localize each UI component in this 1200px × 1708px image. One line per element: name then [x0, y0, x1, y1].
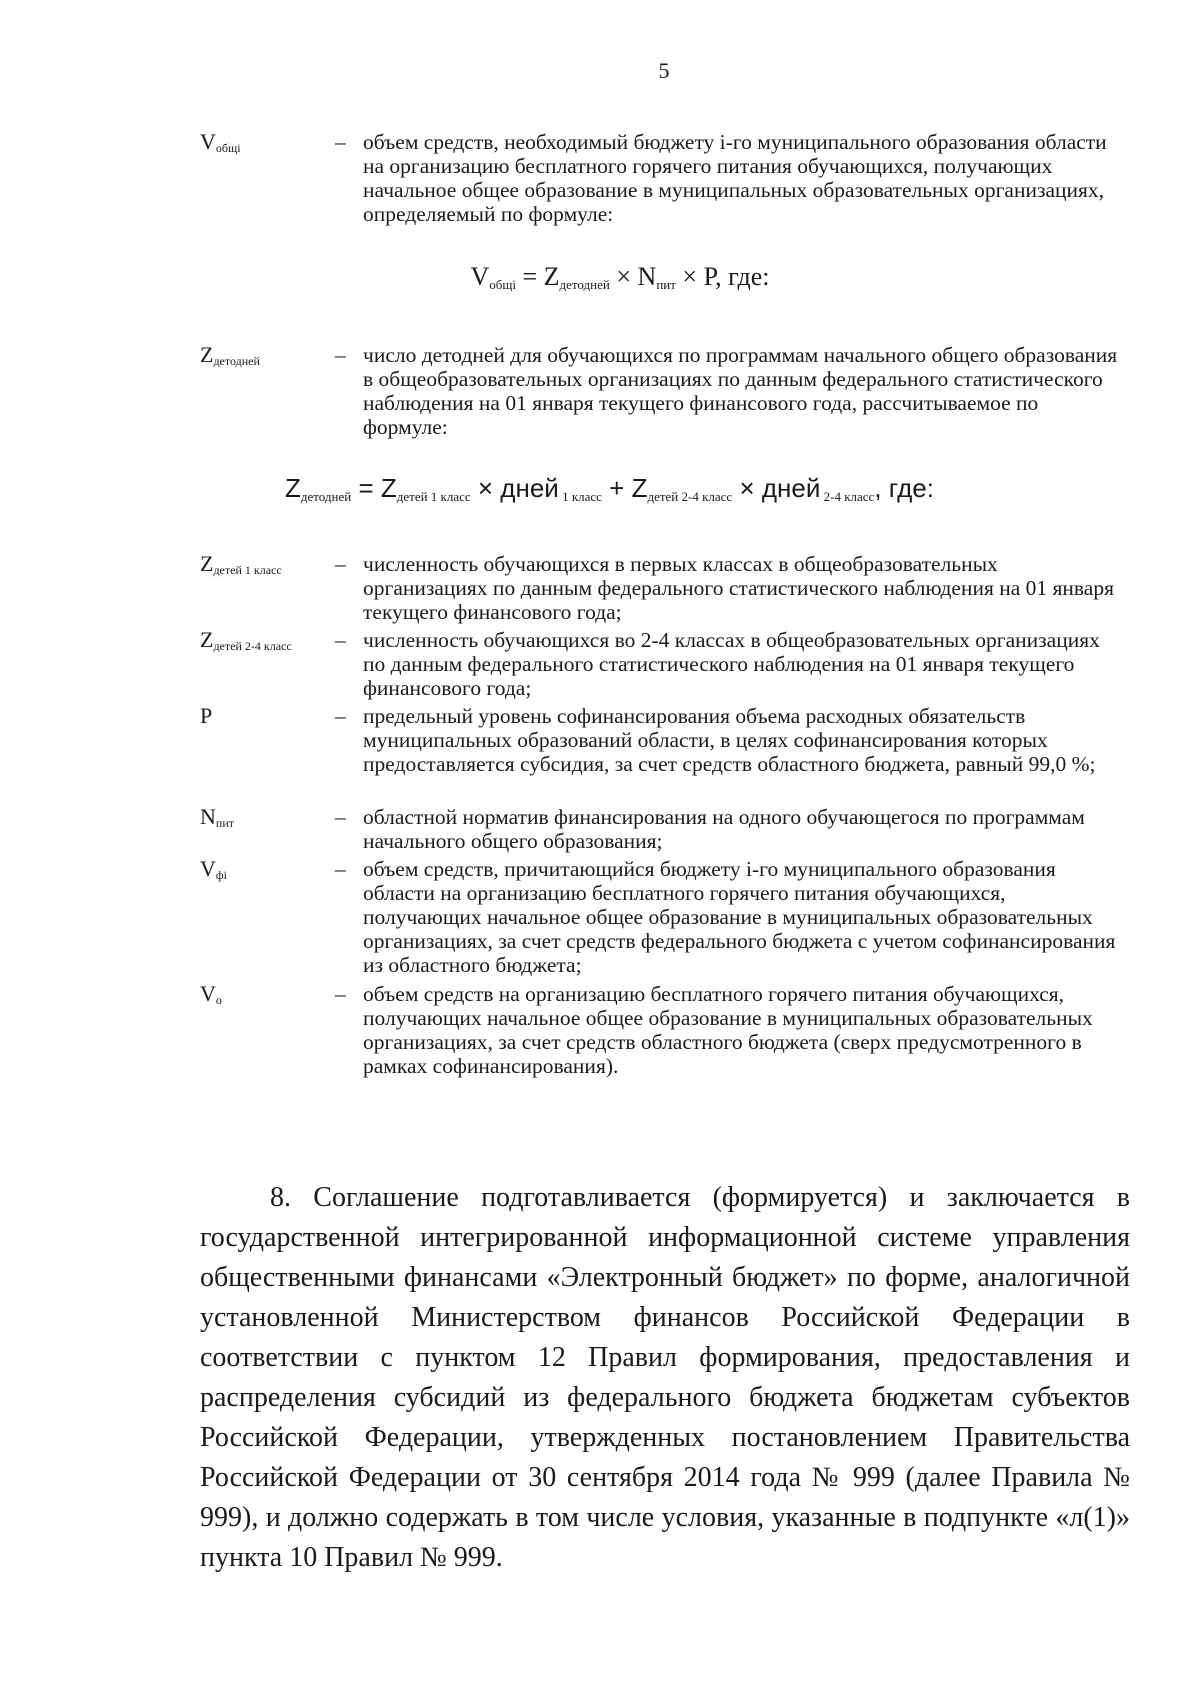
- definition-text: объем средств, необходимый бюджету i-го муниципального образования области на организацию бесплатного горячего питания обучающихся, получающих начальное общее образование в муниципальных образовательных организациях, определяемый по формуле:: [363, 130, 1107, 226]
- symbol: $Z_{детей 2-4 класс}$: [200, 627, 292, 653]
- definition-text: численность обучающихся во 2-4 классах в общеобразовательных организациях по данным федерального статистического наблюдения на 01 января текущего финансового года;: [363, 628, 1100, 700]
- formula-z-childdays: $Z_{детодней} = Z_{детей 1 класс}$ × дней $_{1 класс} + Z_{детей 2-4 класс}$ × дней $_{2-4 класс}$, где:: [285, 473, 934, 504]
- paragraph-8: 8. Соглашение подготавливается (формируется) и заключается в государственной интегрированной информационной системе управления общественными финансами «Электронный бюджет» по форме, аналогичной установленной Министерством финансов Российской Федерации в соответствии с пунктом 12 Правил формирования, предоставления и распределения субсидий из федерального бюджета бюджетам субъектов Российской Федерации, утвержденных постановлением Правительства Российской Федерации от 30 сентября 2014 года № 999 (далее Правила № 999), и должно содержать в том числе условия, указанные в подпункте «л(1)» пункта 10 Правил № 999.: [200, 1182, 1130, 1573]
- page-number: 5: [658, 58, 670, 83]
- dash: –: [335, 805, 346, 829]
- dash: –: [335, 628, 346, 652]
- definition-z-grade1: [200, 552, 1120, 624]
- definition-z-grade2-4: [200, 628, 1120, 700]
- dash: –: [335, 704, 346, 728]
- definition-v-total: [200, 130, 1120, 226]
- definition-v-regional: [200, 982, 1120, 1078]
- symbol: P: [200, 703, 213, 728]
- definition-v-federal: [200, 857, 1120, 977]
- symbol: $V_{общi}$: [200, 129, 241, 155]
- symbol: $V_{фi}$: [200, 856, 227, 882]
- definition-text: численность обучающихся в первых классах в общеобразовательных организациях по данным федерального статистического наблюдения на 01 января текущего финансового года;: [363, 552, 1114, 624]
- formula-v-total: $V_{общi} = Z_{детодней} \times N_{пит} \times P$, где:: [470, 262, 770, 292]
- dash: –: [335, 982, 346, 1006]
- definition-text: число детодней для обучающихся по программам начального общего образования в общеобразовательных организациях по данным федерального статистического наблюдения на 01 января текущего финансового года, рассчитываемое по формуле:: [363, 343, 1118, 439]
- dash: –: [335, 552, 346, 576]
- definition-z-childdays: [200, 343, 1120, 439]
- definition-text: предельный уровень софинансирования объема расходных обязательств муниципальных образований области, в целях софинансирования которых предоставляется субсидия, за счет средств областного бюджета, равный 99,0 %;: [363, 704, 1096, 776]
- definition-text: объем средств, причитающийся бюджету i-го муниципального образования области на организацию бесплатного горячего питания обучающихся, получающих начальное общее образование в муниципальных образовательных организациях, за счет средств федерального бюджета с учетом софинансирования из областного бюджета;: [363, 857, 1116, 977]
- dash: –: [335, 130, 346, 154]
- symbol: $Z_{детей 1 класс}$: [200, 551, 282, 577]
- definition-text: объем средств на организацию бесплатного горячего питания обучающихся, получающих начальное общее образование в муниципальных образовательных организациях, за счет средств областного бюджета (сверх предусмотренного в рамках софинансирования).: [363, 982, 1093, 1078]
- symbol: $Z_{детодней}$: [200, 342, 260, 368]
- symbol: $N_{пит}$: [200, 804, 234, 830]
- definition-p: [200, 704, 1120, 776]
- dash: –: [335, 343, 346, 367]
- dash: –: [335, 857, 346, 881]
- definition-n-nutrition: [200, 805, 1120, 853]
- definition-text: областной норматив финансирования на одного обучающегося по программам начального общего образования;: [363, 805, 1085, 853]
- symbol: $V_о$: [200, 981, 222, 1007]
